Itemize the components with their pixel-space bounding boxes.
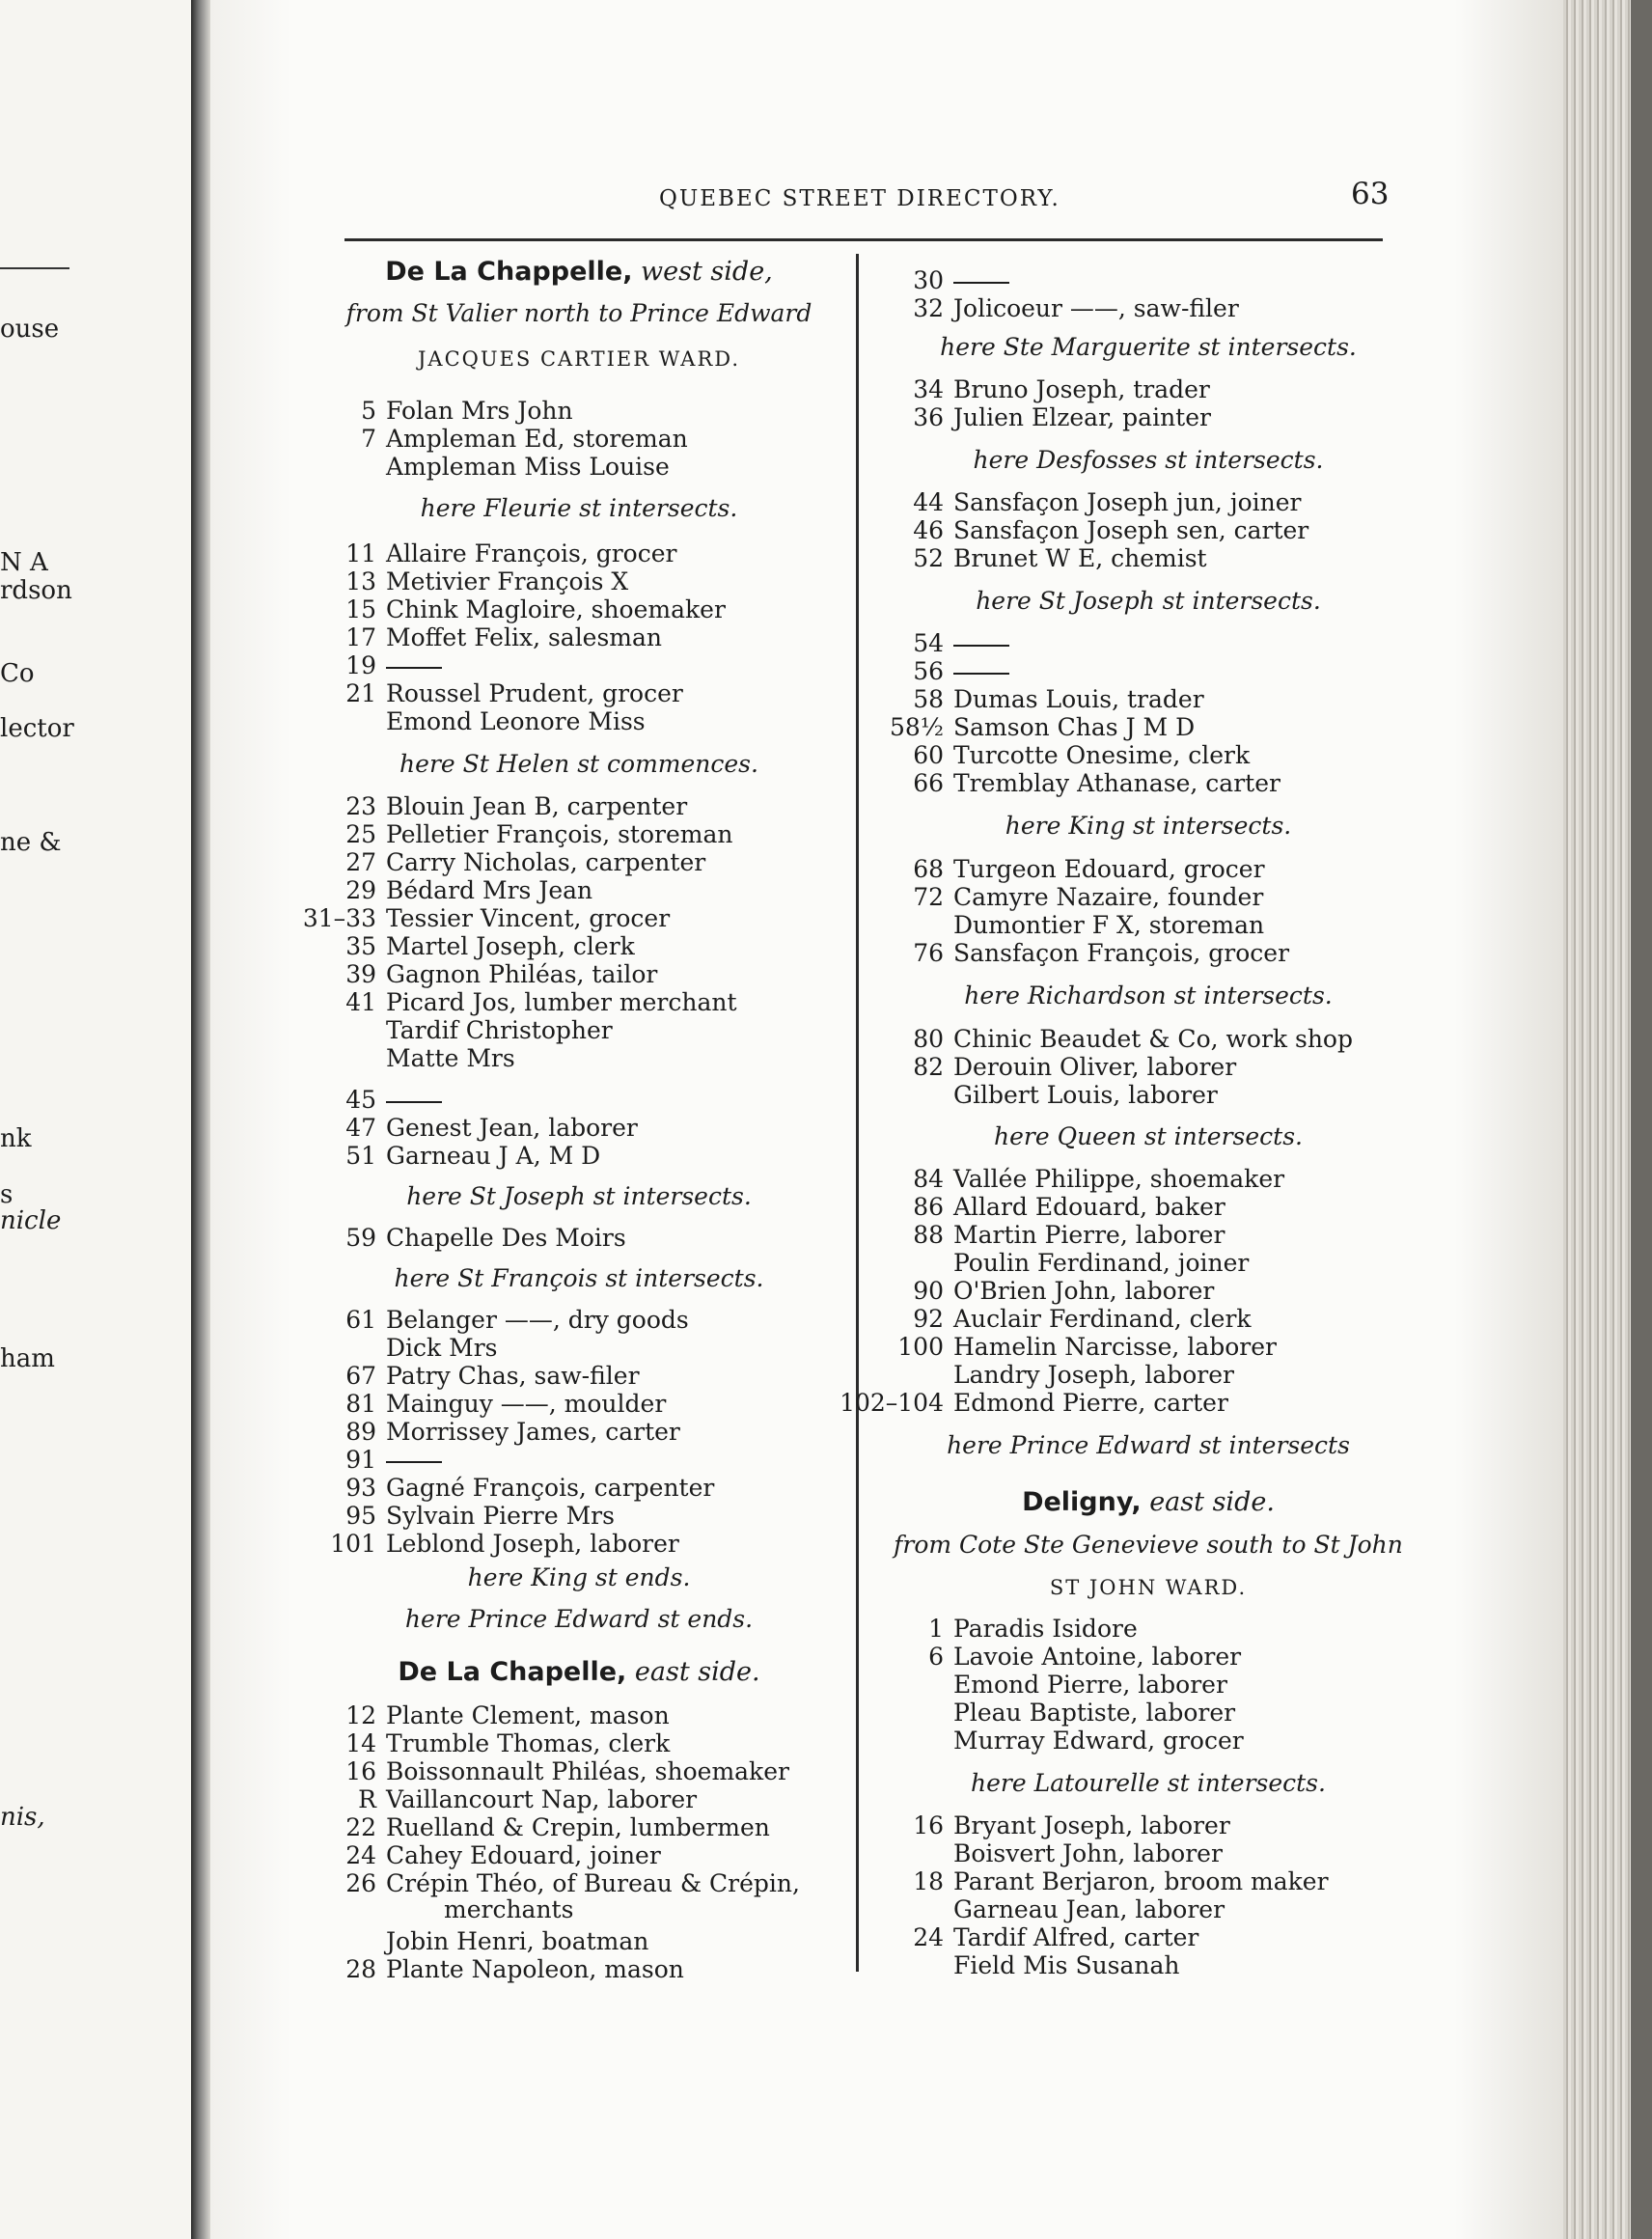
- house-number: 47: [345, 1114, 376, 1142]
- directory-entry: [345, 1306, 689, 1335]
- house-number: 93: [345, 1474, 376, 1502]
- directory-entry: [345, 1418, 680, 1447]
- left-page-text-fragment: ne &: [0, 828, 62, 857]
- directory-entry: [840, 1389, 1228, 1418]
- resident-name: Camyre Nazaire, founder: [953, 883, 1264, 911]
- directory-entry: [913, 403, 1211, 432]
- resident-name: Tremblay Athanase, carter: [953, 769, 1280, 797]
- house-number: 45: [345, 1086, 376, 1114]
- resident-name: O'Brien John, laborer: [953, 1277, 1215, 1305]
- resident-name: Ruelland & Crepin, lumbermen: [386, 1813, 770, 1841]
- resident-name: Tardif Christopher: [386, 1016, 613, 1044]
- vacant-dash: [386, 1101, 442, 1103]
- directory-entry: [386, 1016, 613, 1045]
- resident-name: Poulin Ferdinand, joiner: [953, 1249, 1250, 1277]
- house-number: 14: [345, 1729, 376, 1757]
- house-number: 76: [913, 939, 944, 967]
- house-number: 81: [345, 1390, 376, 1418]
- resident-name: Julien Elzear, painter: [953, 403, 1211, 431]
- directory-entry: [345, 988, 737, 1017]
- house-number: 61: [345, 1306, 376, 1334]
- directory-entry: [953, 1671, 1227, 1700]
- house-number: 54: [913, 629, 944, 657]
- house-number: 84: [913, 1165, 944, 1193]
- left-page-text-fragment: nicle: [0, 1206, 62, 1235]
- directory-entry: [345, 1757, 789, 1786]
- resident-name: Bruno Joseph, trader: [953, 375, 1210, 403]
- intersection-note: [868, 1769, 1428, 1798]
- resident-name: Chink Magloire, shoemaker: [386, 595, 726, 623]
- directory-entry: [345, 1502, 615, 1531]
- directory-entry: [913, 375, 1210, 404]
- directory-entry: [913, 883, 1264, 912]
- intersection-note: [868, 1431, 1428, 1460]
- directory-entry: [345, 1142, 601, 1171]
- directory-entry: [913, 741, 1251, 770]
- resident-name: Moffet Felix, salesman: [386, 623, 663, 651]
- vacant-dash: [953, 645, 1009, 647]
- house-number: 16: [913, 1811, 944, 1839]
- directory-entry: [345, 932, 635, 961]
- directory-entry: [386, 707, 646, 736]
- directory-entry: [913, 1025, 1353, 1054]
- resident-name: Parant Berjaron, broom maker: [953, 1867, 1329, 1895]
- resident-name: Martel Joseph, clerk: [386, 932, 635, 960]
- intersection-note: [868, 1122, 1428, 1151]
- vacant-dash: [953, 282, 1009, 284]
- house-number: 22: [345, 1813, 376, 1841]
- intersection-note-text: here Desfosses st intersects.: [973, 446, 1324, 474]
- left-page-text-fragment: N A: [0, 548, 48, 577]
- directory-entry: [913, 1811, 1230, 1840]
- directory-entry: [913, 516, 1309, 545]
- directory-entry: [386, 1927, 648, 1956]
- left-page-text-fragment: ouse: [0, 315, 60, 344]
- intersection-note-text: here Latourelle st intersects.: [971, 1769, 1326, 1797]
- resident-name: Boissonnault Philéas, shoemaker: [386, 1757, 789, 1785]
- house-number: 82: [913, 1053, 944, 1081]
- house-number: 11: [345, 539, 376, 567]
- resident-name: Belanger ——, dry goods: [386, 1306, 689, 1334]
- resident-name: Samson Chas J M D: [953, 713, 1196, 741]
- directory-entry: [913, 1221, 1225, 1250]
- house-number: 58: [913, 685, 944, 713]
- resident-name: Genest Jean, laborer: [386, 1114, 638, 1142]
- directory-entry: [345, 848, 706, 877]
- resident-name: merchants: [444, 1895, 574, 1923]
- directory-entry: [345, 1813, 770, 1842]
- vacant-dash: [386, 667, 442, 669]
- resident-name: Trumble Thomas, clerk: [386, 1729, 671, 1757]
- resident-name: Carry Nicholas, carpenter: [386, 848, 706, 876]
- directory-entry: [913, 629, 1009, 658]
- house-number: R: [358, 1785, 376, 1813]
- resident-name: Jolicoeur ——, saw-filer: [953, 294, 1239, 322]
- resident-name: Turgeon Edouard, grocer: [953, 855, 1265, 883]
- directory-entry: [345, 1086, 442, 1115]
- street-extent-text: from St Valier north to Prince Edward: [345, 299, 812, 327]
- directory-entry: [345, 1114, 638, 1143]
- resident-name: Blouin Jean B, carpenter: [386, 792, 688, 820]
- book-gutter: [191, 0, 210, 2239]
- resident-name: Patry Chas, saw-filer: [386, 1362, 640, 1390]
- intersection-note-text: here Prince Edward st intersects: [947, 1431, 1350, 1459]
- directory-entry: [913, 939, 1290, 968]
- resident-name: Auclair Ferdinand, clerk: [953, 1305, 1252, 1333]
- house-number: 30: [913, 266, 944, 294]
- directory-entry: [386, 1044, 515, 1073]
- house-number: 12: [345, 1701, 376, 1729]
- resident-name: Paradis Isidore: [953, 1615, 1138, 1643]
- directory-entry: [953, 1951, 1180, 1980]
- directory-entry: [953, 1895, 1225, 1924]
- house-number: 27: [345, 848, 376, 876]
- directory-entry: [953, 1727, 1244, 1755]
- house-number: 46: [913, 516, 944, 544]
- resident-name: Picard Jos, lumber merchant: [386, 988, 737, 1016]
- book-cover-edge: [1631, 0, 1652, 2239]
- house-number: 5: [361, 397, 376, 425]
- resident-name: Chapelle Des Moirs: [386, 1224, 626, 1252]
- left-page-fragment: [0, 0, 191, 2239]
- directory-entry: [928, 1615, 1138, 1644]
- resident-name: Brunet W E, chemist: [953, 544, 1207, 572]
- street-side: east side.: [626, 1657, 760, 1687]
- intersection-note-text: here Prince Edward st ends.: [404, 1605, 754, 1633]
- intersection-note: [309, 750, 849, 779]
- left-page-text-fragment: Co: [0, 659, 35, 688]
- resident-name: Dick Mrs: [386, 1334, 498, 1362]
- resident-name: Bryant Joseph, laborer: [953, 1811, 1230, 1839]
- directory-entry: [953, 1699, 1235, 1728]
- house-number: 68: [913, 855, 944, 883]
- resident-name: Cahey Edouard, joiner: [386, 1841, 661, 1869]
- intersection-note-text: here Fleurie st intersects.: [420, 494, 738, 522]
- resident-name: Dumontier F X, storeman: [953, 911, 1265, 939]
- directory-entry: [345, 651, 442, 680]
- resident-name: Murray Edward, grocer: [953, 1727, 1244, 1755]
- house-number: 16: [345, 1757, 376, 1785]
- directory-entry: [913, 1923, 1199, 1952]
- resident-name: Garneau Jean, laborer: [953, 1895, 1225, 1923]
- house-number: 100: [897, 1333, 944, 1361]
- directory-entry: [345, 1390, 667, 1419]
- resident-name: Gagné François, carpenter: [386, 1474, 715, 1502]
- resident-name: Dumas Louis, trader: [953, 685, 1204, 713]
- directory-entry: [345, 623, 663, 652]
- house-number: 95: [345, 1502, 376, 1530]
- house-number: 36: [913, 403, 944, 431]
- street-side: east side.: [1141, 1487, 1275, 1517]
- resident-name: Gagnon Philéas, tailor: [386, 960, 658, 988]
- resident-name: Emond Leonore Miss: [386, 707, 646, 735]
- resident-name: Ampleman Ed, storeman: [386, 425, 688, 453]
- intersection-note: [868, 981, 1428, 1010]
- directory-entry: [345, 960, 658, 989]
- directory-entry: [953, 911, 1264, 940]
- directory-entry: [358, 1785, 698, 1814]
- house-number: 19: [345, 651, 376, 679]
- resident-name: Vallée Philippe, shoemaker: [953, 1165, 1285, 1193]
- intersection-note: [309, 494, 849, 523]
- house-number: 72: [913, 883, 944, 911]
- resident-name: Folan Mrs John: [386, 397, 573, 425]
- resident-name: Jobin Henri, boatman: [386, 1927, 649, 1955]
- house-number: 67: [345, 1362, 376, 1390]
- resident-name: Tardif Alfred, carter: [953, 1923, 1199, 1951]
- house-number: 21: [345, 679, 376, 707]
- directory-entry: [913, 1277, 1215, 1306]
- directory-entry: [913, 685, 1204, 714]
- house-number: 102–104: [840, 1389, 944, 1417]
- resident-name: Turcotte Onesime, clerk: [953, 741, 1251, 769]
- intersection-note-text: here St Joseph st intersects.: [976, 587, 1321, 615]
- house-number: 89: [345, 1418, 376, 1446]
- resident-name: Gilbert Louis, laborer: [953, 1081, 1218, 1109]
- intersection-note: [868, 812, 1428, 841]
- house-number: 66: [913, 769, 944, 797]
- directory-entry: [953, 1839, 1223, 1868]
- resident-name: Roussel Prudent, grocer: [386, 679, 683, 707]
- directory-entry: [345, 1841, 661, 1870]
- house-number: 35: [345, 932, 376, 960]
- intersection-note-text: here King st ends.: [467, 1563, 691, 1591]
- directory-entry: [345, 876, 593, 905]
- directory-entry: [361, 397, 573, 426]
- directory-entry: [302, 904, 671, 933]
- house-number: 26: [345, 1869, 376, 1897]
- intersection-note-text: here St François st intersects.: [394, 1264, 764, 1292]
- vacant-dash: [386, 1461, 442, 1463]
- directory-entry: [345, 1224, 626, 1253]
- resident-name: Tessier Vincent, grocer: [386, 904, 671, 932]
- house-number: 56: [913, 657, 944, 685]
- resident-name: Field Mis Susanah: [953, 1951, 1180, 1979]
- resident-name: Leblond Joseph, laborer: [386, 1530, 679, 1558]
- resident-name: Garneau J A, M D: [386, 1142, 601, 1170]
- intersection-note-text: here King st intersects.: [1005, 812, 1292, 840]
- house-number: 59: [345, 1224, 376, 1252]
- ward-name: [309, 345, 849, 373]
- intersection-note-text: here Queen st intersects.: [994, 1122, 1303, 1150]
- intersection-note: [309, 1605, 849, 1634]
- house-number: 88: [913, 1221, 944, 1249]
- house-number: 41: [345, 988, 376, 1016]
- resident-name: Pleau Baptiste, laborer: [953, 1699, 1236, 1727]
- resident-name: Allard Edouard, baker: [953, 1193, 1225, 1221]
- street-side: west side,: [632, 257, 773, 287]
- house-number: 23: [345, 792, 376, 820]
- directory-entry: [913, 1053, 1237, 1082]
- resident-name: Hamelin Narcisse, laborer: [953, 1333, 1277, 1361]
- entry-continuation: [444, 1895, 573, 1924]
- left-page-text-fragment: lector: [0, 714, 74, 743]
- resident-name: Sansfaçon Joseph jun, joiner: [953, 488, 1302, 516]
- house-number: 6: [928, 1643, 944, 1671]
- intersection-note: [309, 1264, 849, 1293]
- house-number: 51: [345, 1142, 376, 1170]
- directory-entry: [345, 1446, 442, 1475]
- left-page-text-fragment: rdson: [0, 576, 72, 605]
- directory-entry: [913, 294, 1239, 323]
- house-number: 15: [345, 595, 376, 623]
- street-name: De La Chapelle,: [398, 1657, 627, 1687]
- house-number: 44: [913, 488, 944, 516]
- left-page-text-fragment: nk: [0, 1124, 32, 1153]
- header-rule: [344, 238, 1383, 241]
- directory-entry: [913, 657, 1009, 686]
- left-page-text-fragment: nis,: [0, 1803, 45, 1832]
- house-number: 13: [345, 567, 376, 595]
- resident-name: Allaire François, grocer: [386, 539, 677, 567]
- directory-entry: [913, 544, 1207, 573]
- house-number: 31–33: [302, 904, 376, 932]
- directory-entry: [345, 1701, 670, 1730]
- directory-entry: [913, 1193, 1225, 1222]
- directory-entry: [913, 1305, 1252, 1334]
- house-number: 39: [345, 960, 376, 988]
- directory-entry: [361, 425, 688, 454]
- directory-entry: [913, 769, 1280, 798]
- intersection-note-text: here Richardson st intersects.: [964, 981, 1333, 1009]
- intersection-note-text: here Ste Marguerite st intersects.: [940, 333, 1357, 361]
- directory-entry: [953, 1249, 1249, 1278]
- street-extent: [868, 1531, 1428, 1560]
- resident-name: Martin Pierre, laborer: [953, 1221, 1225, 1249]
- resident-name: Morrissey James, carter: [386, 1418, 680, 1446]
- resident-name: Plante Napoleon, mason: [386, 1955, 684, 1983]
- directory-entry: [953, 1361, 1234, 1390]
- house-number: 24: [345, 1841, 376, 1869]
- directory-entry: [345, 1955, 684, 1984]
- house-number: 25: [345, 820, 376, 848]
- directory-entry: [345, 1869, 800, 1898]
- directory-entry: [386, 1334, 498, 1363]
- intersection-note: [868, 446, 1428, 475]
- house-number: 101: [330, 1530, 376, 1558]
- directory-entry: [913, 1867, 1329, 1896]
- house-number: 29: [345, 876, 376, 904]
- resident-name: Lavoie Antoine, laborer: [953, 1643, 1242, 1671]
- left-page-rule: [0, 267, 69, 269]
- column-divider: [856, 254, 859, 1972]
- directory-entry: [345, 679, 683, 708]
- street-heading: [868, 1488, 1428, 1517]
- street-name: De La Chappelle,: [385, 257, 633, 287]
- directory-entry: [345, 820, 733, 849]
- house-number: 24: [913, 1923, 944, 1951]
- intersection-note-text: here St Helen st commences.: [399, 750, 758, 778]
- directory-entry: [345, 1362, 640, 1391]
- directory-entry: [928, 1643, 1242, 1672]
- directory-entry: [345, 1729, 671, 1758]
- intersection-note: [309, 1182, 849, 1211]
- directory-entry: [345, 595, 726, 624]
- house-number: 18: [913, 1867, 944, 1895]
- resident-name: Sansfaçon François, grocer: [953, 939, 1290, 967]
- ward-name: [868, 1573, 1428, 1602]
- resident-name: Chinic Beaudet & Co, work shop: [953, 1025, 1353, 1053]
- house-number: 34: [913, 375, 944, 403]
- ward-name-text: JACQUES CARTIER WARD.: [417, 347, 741, 371]
- directory-entry: [913, 266, 1009, 295]
- resident-name: Plante Clement, mason: [386, 1701, 670, 1729]
- house-number: 86: [913, 1193, 944, 1221]
- resident-name: Ampleman Miss Louise: [386, 453, 670, 481]
- vacant-dash: [953, 673, 1009, 675]
- house-number: 52: [913, 544, 944, 572]
- left-page-text-fragment: s: [0, 1180, 14, 1209]
- resident-name: Mainguy ——, moulder: [386, 1390, 667, 1418]
- intersection-note-text: here St Joseph st intersects.: [406, 1182, 752, 1210]
- resident-name: Pelletier François, storeman: [386, 820, 733, 848]
- directory-entry: [913, 855, 1265, 884]
- house-number: 91: [345, 1446, 376, 1474]
- directory-entry: [345, 1474, 715, 1503]
- page-header-title: QUEBEC STREET DIRECTORY.: [659, 186, 1060, 211]
- directory-entry: [345, 539, 677, 568]
- resident-name: Sylvain Pierre Mrs: [386, 1502, 615, 1530]
- house-number: 7: [361, 425, 376, 453]
- house-number: 90: [913, 1277, 944, 1305]
- directory-entry: [913, 488, 1302, 517]
- directory-entry: [897, 1333, 1277, 1362]
- street-extent-text: from Cote Ste Genevieve south to St John: [894, 1531, 1403, 1559]
- left-page-text-fragment: ham: [0, 1344, 55, 1373]
- resident-name: Metivier François X: [386, 567, 629, 595]
- house-number: 60: [913, 741, 944, 769]
- directory-entry: [913, 1165, 1285, 1194]
- intersection-note: [868, 587, 1428, 616]
- resident-name: Crépin Théo, of Bureau & Crépin,: [386, 1869, 800, 1897]
- resident-name: Vaillancourt Nap, laborer: [386, 1785, 698, 1813]
- house-number: 1: [928, 1615, 944, 1643]
- page-number: 63: [1351, 177, 1390, 211]
- intersection-note: [309, 1563, 849, 1592]
- resident-name: Matte Mrs: [386, 1044, 515, 1072]
- resident-name: Sansfaçon Joseph sen, carter: [953, 516, 1309, 544]
- house-number: 28: [345, 1955, 376, 1983]
- directory-entry: [345, 792, 688, 821]
- house-number: 58½: [889, 713, 944, 741]
- street-name: Deligny,: [1022, 1487, 1142, 1517]
- directory-entry: [386, 453, 670, 482]
- directory-entry: [330, 1530, 679, 1559]
- house-number: 17: [345, 623, 376, 651]
- intersection-note: [868, 333, 1428, 362]
- street-heading: [309, 258, 849, 287]
- resident-name: Bédard Mrs Jean: [386, 876, 593, 904]
- directory-entry: [345, 567, 629, 596]
- house-number: 32: [913, 294, 944, 322]
- resident-name: Landry Joseph, laborer: [953, 1361, 1234, 1389]
- resident-name: Boisvert John, laborer: [953, 1839, 1223, 1867]
- directory-entry: [889, 713, 1196, 742]
- resident-name: Derouin Oliver, laborer: [953, 1053, 1237, 1081]
- ward-name-text: ST JOHN WARD.: [1049, 1576, 1248, 1599]
- street-heading: [309, 1658, 849, 1687]
- house-number: 92: [913, 1305, 944, 1333]
- resident-name: Emond Pierre, laborer: [953, 1671, 1227, 1699]
- house-number: 80: [913, 1025, 944, 1053]
- street-extent: [309, 299, 849, 328]
- directory-entry: [953, 1081, 1218, 1110]
- resident-name: Edmond Pierre, carter: [953, 1389, 1228, 1417]
